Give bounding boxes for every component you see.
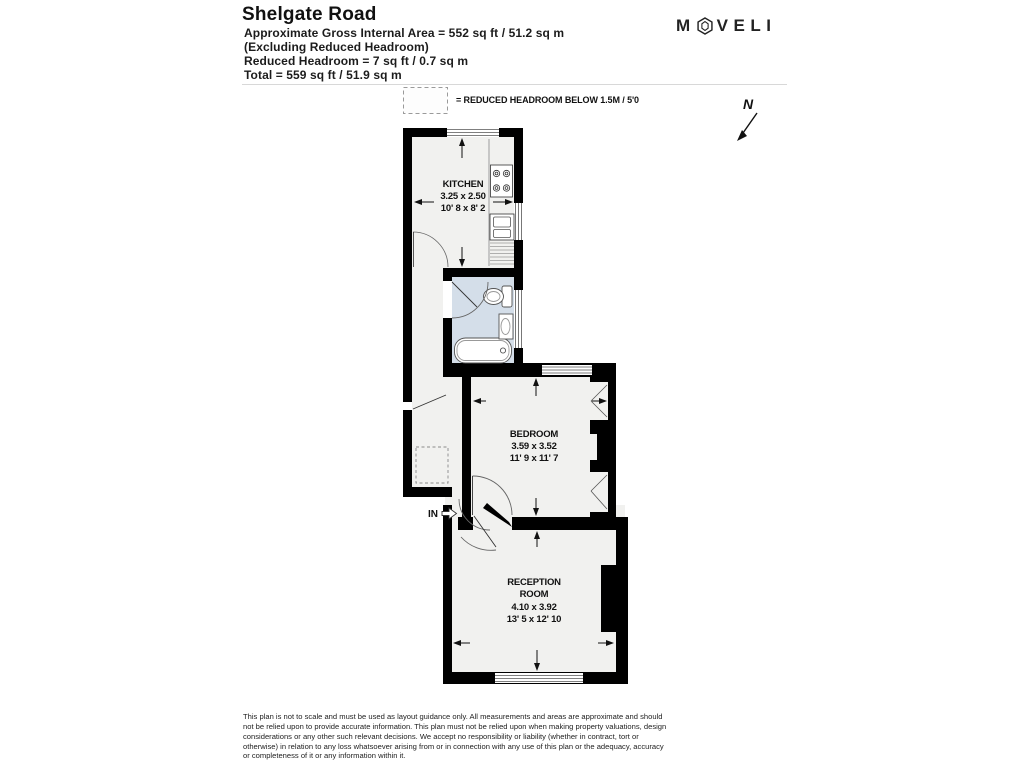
kitchen-name: KITCHEN bbox=[442, 179, 484, 190]
kitchen-side-window bbox=[514, 203, 523, 240]
basin-icon bbox=[499, 314, 513, 339]
bedroom-imperial: 11' 9 x 11' 7 bbox=[509, 453, 559, 464]
total-area: Total = 559 sq ft / 51.9 sq m bbox=[244, 68, 402, 82]
drainer-lines bbox=[490, 243, 514, 264]
gross-internal-area: Approximate Gross Internal Area = 552 sq ft / 51.2 sq m bbox=[244, 26, 565, 40]
kitchen-metric: 3.25 x 2.50 bbox=[440, 191, 486, 202]
reception-name-2: ROOM bbox=[519, 589, 549, 600]
north-label: N bbox=[742, 96, 754, 112]
reception-imperial: 13' 5 x 12' 10 bbox=[506, 614, 562, 625]
bathroom-door-opening bbox=[443, 281, 452, 318]
logo-text-m: M bbox=[676, 16, 696, 35]
bedroom-top-window bbox=[542, 365, 592, 375]
north-arrow bbox=[737, 96, 757, 141]
bathroom-side-window bbox=[514, 290, 523, 348]
hob-icon bbox=[491, 165, 513, 197]
bedroom-metric: 3.59 x 3.52 bbox=[511, 441, 557, 452]
bedroom-name: BEDROOM bbox=[509, 429, 559, 440]
kitchen-imperial: 10' 8 x 8' 2 bbox=[440, 203, 486, 214]
excluding-note: (Excluding Reduced Headroom) bbox=[244, 40, 429, 54]
logo-text-veli: VELI bbox=[716, 16, 777, 35]
kitchen-sink-icon bbox=[490, 214, 514, 240]
reception-metric: 4.10 x 3.92 bbox=[511, 602, 557, 613]
disclaimer-text: This plan is not to scale and must be used as layout guidance only. All measurements and areas are approximate and should not be relied upon to provide accurate information. This plan must not be relied upon when making property valuations, design considerations or any other such relevant decisions. We accept no responsibility or liability (whether in contract, tort or otherwise) in relation to any loss whatsoever arising from or in connection with any use of this plan or the adequacy, accuracy or completeness of it or any information within it. bbox=[243, 712, 667, 761]
page-title: Shelgate Road bbox=[242, 4, 377, 25]
reception-bottom-window bbox=[495, 673, 583, 683]
legend-label: = REDUCED HEADROOM BELOW 1.5M / 5'0 bbox=[456, 95, 639, 105]
legend-dashed-box bbox=[404, 88, 448, 114]
reception-name-1: RECEPTION bbox=[507, 577, 561, 588]
reduced-headroom: Reduced Headroom = 7 sq ft / 0.7 sq m bbox=[244, 54, 469, 68]
kitchen-top-window bbox=[447, 128, 499, 137]
entrance-label: IN bbox=[428, 509, 438, 520]
bathtub-icon bbox=[455, 338, 512, 363]
